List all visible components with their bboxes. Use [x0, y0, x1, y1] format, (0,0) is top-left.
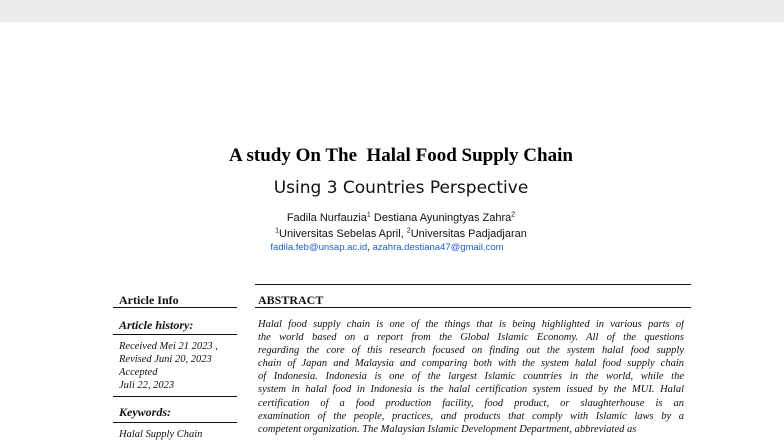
keywords-top-rule	[113, 396, 237, 397]
email-link[interactable]: fadila.feb@unsap.ac.id	[270, 242, 368, 253]
history-line: Received Mei 21 2023 ,	[119, 341, 218, 352]
author-name: Destiana Ayuningtyas Zahra	[373, 212, 512, 224]
abstract-line: competent organization. The Malaysian Islamic Development Department, abbreviated as	[258, 423, 637, 435]
keyword-item: Halal Supply Chain	[119, 429, 203, 440]
abstract-line: examination of the people, practices, and products that comply with Islamic laws by a	[258, 410, 684, 422]
affiliation-line	[0, 228, 784, 240]
history-line: Juli 22, 2023	[119, 380, 175, 391]
history-rule	[113, 334, 237, 335]
abstract-line: system in halal food in Indonesia is the halal certification system issued by the MUI. Halal	[258, 384, 684, 396]
paper-subtitle: Using 3 Countries Perspective	[273, 178, 529, 198]
article-history	[119, 340, 218, 392]
history-line: Revised Juni 20, 2023	[119, 354, 212, 365]
abstract-body	[258, 318, 684, 436]
abstract-line: the world based on a report from the Global Islamic Economy. All of the questions	[258, 332, 684, 344]
affiliation-mark: 1	[275, 227, 280, 235]
affiliation-name: Universitas Sebelas April,	[279, 228, 407, 240]
abstract-line: Halal food supply chain is one of the things that is being highlighted in various parts of	[258, 319, 684, 330]
abstract-line: of Indonesia. Indonesia is one of the largest Islamic countries in the world, while the	[258, 371, 684, 383]
keywords-heading: Keywords:	[119, 405, 171, 419]
abstract-top-rule	[255, 284, 691, 285]
paper-title: A study On The Halal Food Supply Chain	[229, 145, 573, 166]
abstract-line: chain of Japan and Malaysia and comparing both with the system halal food supply chain	[258, 358, 684, 370]
email-line	[0, 242, 774, 253]
author-line	[0, 212, 784, 224]
abstract-line: certification of a food production facility, food product, or slaughterhouse is an	[258, 397, 684, 409]
affiliation-name: Universitas Padjadjaran	[410, 228, 527, 240]
article-info-heading: Article Info	[119, 293, 179, 307]
affiliation-mark: 2	[406, 227, 411, 235]
history-line: Accepted	[119, 367, 158, 378]
keywords-rule	[113, 422, 237, 423]
abstract-line: regarding the core of this research focused on finding out the system halal food supply	[258, 345, 684, 357]
viewer-toolbar-strip	[0, 0, 784, 22]
author-name: Fadila Nurfauzia	[286, 212, 367, 224]
author-mark: 1	[366, 211, 371, 219]
abstract-heading: ABSTRACT	[258, 293, 324, 307]
author-mark: 2	[511, 211, 516, 219]
email-separator: ,	[367, 242, 373, 253]
email-link[interactable]: azahra.destiana47@gmail.com	[372, 242, 504, 253]
article-history-heading: Article history:	[119, 318, 194, 332]
